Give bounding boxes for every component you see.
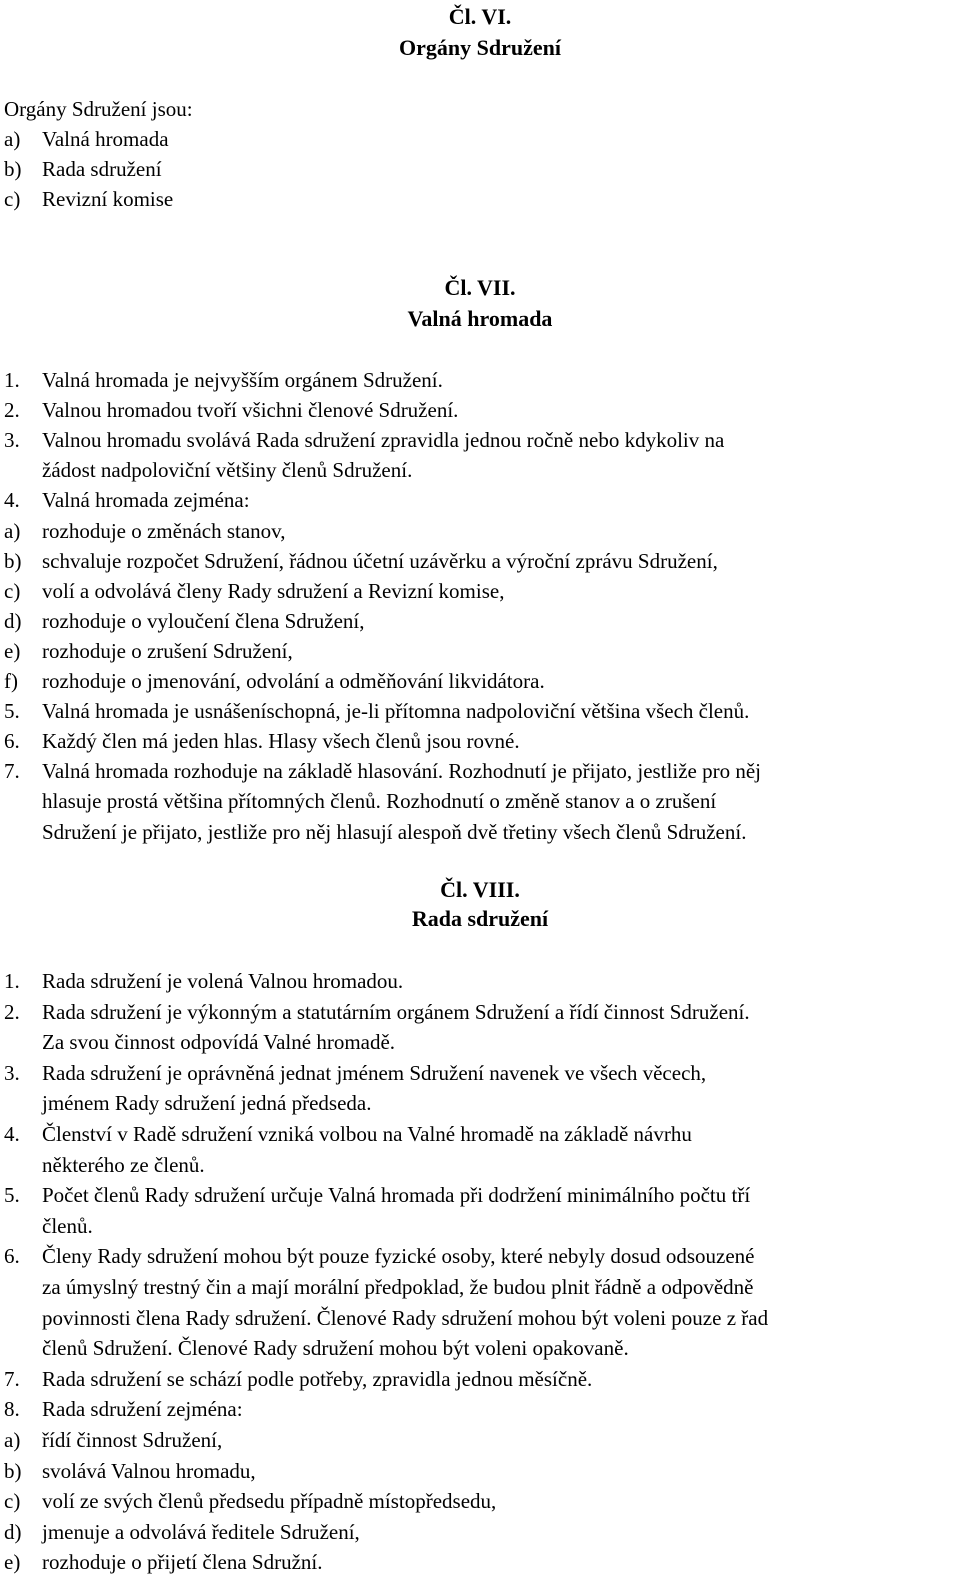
list-item-text: Valná hromada zejména: — [42, 488, 250, 513]
list-item-text: Členství v Radě sdružení vzniká volbou na Valné hromadě na základě návrhu — [42, 1122, 692, 1146]
list-item-text: svolává Valnou hromadu, — [42, 1458, 256, 1483]
list-item-text: Valnou hromadou tvoří všichni členové Sdružení. — [42, 398, 459, 423]
list-item-label: b) — [4, 157, 22, 181]
list-item-label: 7. — [4, 1366, 20, 1391]
list-item-label: 2. — [4, 999, 20, 1024]
article-6-intro: Orgány Sdružení jsou: — [4, 97, 193, 121]
article-8-number: Čl. VIII. — [440, 877, 520, 902]
list-item-label: 4. — [4, 1122, 20, 1146]
list-item-continuation: povinnosti člena Rady sdružení. Členové Rady sdružení mohou být voleni pouze z řad — [42, 1305, 769, 1330]
list-item-label: f) — [4, 669, 18, 693]
list-item-label: 8. — [4, 1397, 20, 1422]
list-item-continuation: Sdružení je přijato, jestliže pro něj hlasují alespoň dvě třetiny všech členů Sdružení. — [42, 819, 747, 844]
list-item-continuation: Za svou činnost odpovídá Valné hromadě. — [42, 1030, 396, 1055]
list-item-text: Valná hromada rozhoduje na základě hlasování. Rozhodnutí je přijato, jestliže pro něj — [42, 759, 762, 784]
list-item-label: c) — [4, 1489, 21, 1514]
list-item-text: rozhoduje o zrušení Sdružení, — [42, 638, 293, 663]
list-item-text: Valná hromada — [42, 127, 169, 151]
list-item-continuation: jménem Rady sdružení jedná předseda. — [42, 1091, 372, 1116]
list-item-text: Valná hromada je usnášeníschopná, je-li přítomna nadpoloviční většina všech členů. — [42, 699, 750, 724]
list-item-text: Revizní komise — [42, 187, 174, 211]
list-item-text: jmenuje a odvolává ředitele Sdružení, — [42, 1519, 360, 1544]
list-item-label: c) — [4, 578, 21, 603]
list-item-continuation: za úmyslný trestný čin a mají morální předpoklad, že budou plnit řádně a odpovědně — [42, 1275, 754, 1299]
list-item-label: 5. — [4, 699, 20, 724]
list-item-continuation: členů. — [42, 1213, 93, 1238]
list-item-label: 6. — [4, 1244, 20, 1269]
article-7-number: Čl. VII. — [444, 275, 516, 300]
list-item-label: 7. — [4, 759, 20, 784]
list-item-text: Rada sdružení je volená Valnou hromadou. — [42, 969, 404, 993]
list-item-label: 3. — [4, 428, 20, 453]
list-item-text: Valná hromada je nejvyšším orgánem Sdružení. — [42, 368, 443, 392]
list-item-text: řídí činnost Sdružení, — [42, 1428, 223, 1452]
list-item-label: 3. — [4, 1060, 20, 1085]
list-item-text: Rada sdružení je oprávněná jednat jménem Sdružení navenek ve všech věcech, — [42, 1060, 707, 1085]
list-item-label: b) — [4, 548, 22, 573]
article-6-title: Orgány Sdružení — [399, 35, 561, 60]
list-item-text: Rada sdružení je výkonným a statutárním orgánem Sdružení a řídí činnost Sdružení. — [42, 999, 750, 1024]
list-item-label: 5. — [4, 1183, 20, 1208]
list-item-label: d) — [4, 1519, 22, 1544]
list-item-continuation: některého ze členů. — [42, 1152, 205, 1177]
list-item-text: rozhoduje o přijetí člena Sdružní. — [42, 1550, 323, 1575]
list-item-continuation: žádost nadpoloviční většiny členů Sdružení. — [42, 458, 413, 483]
list-item-label: 1. — [4, 368, 20, 392]
list-item-label: 1. — [4, 969, 20, 993]
list-item-text: rozhoduje o jmenování, odvolání a odměňování likvidátora. — [42, 669, 545, 693]
list-item-label: 6. — [4, 729, 20, 754]
list-item-text: Rada sdružení se schází podle potřeby, zpravidla jednou měsíčně. — [42, 1366, 593, 1391]
list-item-label: c) — [4, 187, 21, 211]
article-8-title: Rada sdružení — [411, 906, 549, 931]
list-item-label: a) — [4, 518, 21, 543]
list-item-text: volí a odvolává členy Rady sdružení a Revizní komise, — [42, 578, 505, 603]
list-item-label: b) — [4, 1458, 22, 1483]
list-item-label: 2. — [4, 398, 20, 423]
list-item-text: volí ze svých členů předsedu případně místopředsedu, — [42, 1489, 497, 1514]
list-item-text: Valnou hromadu svolává Rada sdružení zpravidla jednou ročně nebo kdykoliv na — [42, 428, 725, 453]
list-item-text: rozhoduje o vyloučení člena Sdružení, — [42, 608, 365, 633]
list-item-text: Rada sdružení — [42, 157, 162, 181]
list-item-label: d) — [4, 608, 22, 633]
list-item-text: Rada sdružení zejména: — [42, 1397, 243, 1422]
list-item-continuation: členů Sdružení. Členové Rady sdružení mohou být voleni opakovaně. — [42, 1336, 629, 1361]
list-item-label: e) — [4, 638, 21, 663]
list-item-label: e) — [4, 1550, 21, 1575]
article-6-number: Čl. VI. — [448, 4, 512, 29]
list-item-label: 4. — [4, 488, 20, 513]
list-item-text: Každý člen má jeden hlas. Hlasy všech členů jsou rovné. — [42, 729, 520, 754]
list-item-label: a) — [4, 1428, 21, 1452]
article-7-title: Valná hromada — [407, 306, 553, 331]
list-item-text: schvaluje rozpočet Sdružení, řádnou účetní uzávěrku a výroční zprávu Sdružení, — [42, 548, 718, 573]
list-item-text: rozhoduje o změnách stanov, — [42, 518, 286, 543]
list-item-continuation: hlasuje prostá většina přítomných členů. Rozhodnutí o změně stanov a o zrušení — [42, 789, 717, 814]
list-item-label: a) — [4, 127, 21, 151]
list-item-text: Počet členů Rady sdružení určuje Valná hromada při dodržení minimálního počtu tří — [42, 1183, 751, 1208]
list-item-text: Členy Rady sdružení mohou být pouze fyzické osoby, které nebyly dosud odsouzené — [42, 1244, 755, 1269]
